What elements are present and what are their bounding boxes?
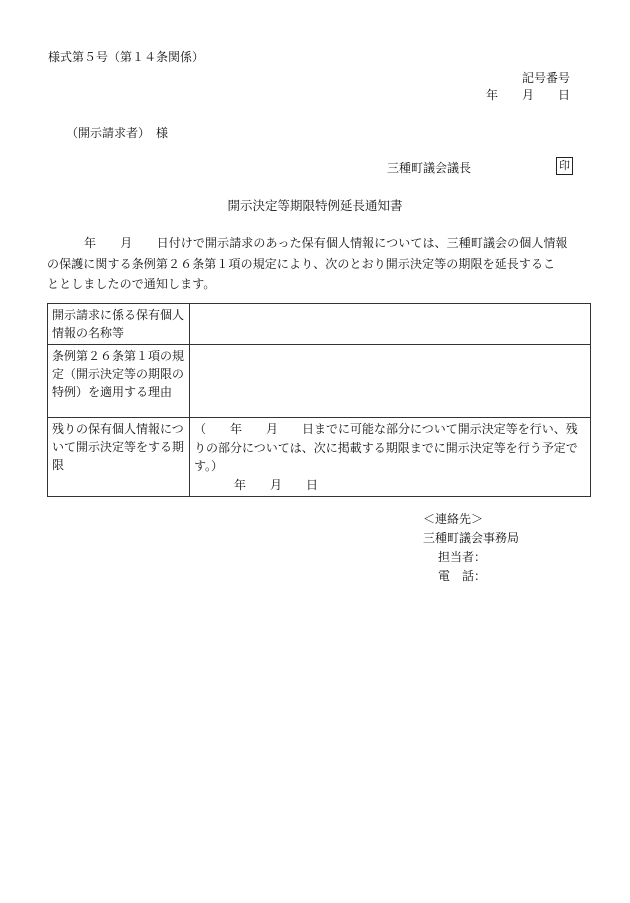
deadline-date: 年 月 日 [234,477,319,492]
form-number: 様式第５号（第１４条関係） [48,50,205,64]
row-value-field[interactable] [190,418,591,497]
table-row [48,345,591,418]
row-value-field[interactable] [190,304,591,345]
body-line-2: の保護に関する条例第２６条第１項の規定により、次のとおり開示決定等の期限を延長するこ [47,256,556,271]
seal-stamp: 印 [556,157,573,175]
contact-heading: ＜連絡先＞ [423,512,484,526]
contact-phone: 電 話： [438,569,487,583]
table-row [48,418,591,497]
document-title: 開示決定等期限特例延長通知書 [227,198,403,213]
contact-person: 担当者： [438,550,487,564]
info-table [47,303,591,497]
document-date: 年 月 日 [485,88,570,102]
deadline-text: （ 年 月 日までに可能な部分について開示決定等を行い、残りの部分については、次に掲載する期限までに開示決定等を行う予定です。） [194,422,578,473]
row-label: 残りの保有個人情報について開示決定等をする期限 [48,418,190,497]
row-value-field[interactable] [190,345,591,418]
contact-office: 三種町議会事務局 [423,531,520,545]
body-line-1: 年 月 日付けで開示請求のあった保有個人情報については、三種町議会の個人情報 [84,236,568,250]
row-label: 条例第２６条第１項の規定（開示決定等の期限の特例）を適用する理由 [48,345,190,418]
row-label: 開示請求に係る保有個人情報の名称等 [48,304,190,345]
sender-name: 三種町議会議長 [387,161,472,175]
body-line-3: ととしましたので通知します。 [47,277,216,291]
contact-block [423,510,519,586]
table-row [48,304,591,345]
addressee: （開示請求者） 様 [66,126,169,140]
notice-body [47,233,584,295]
document-number-label: 記号番号 [521,71,570,85]
